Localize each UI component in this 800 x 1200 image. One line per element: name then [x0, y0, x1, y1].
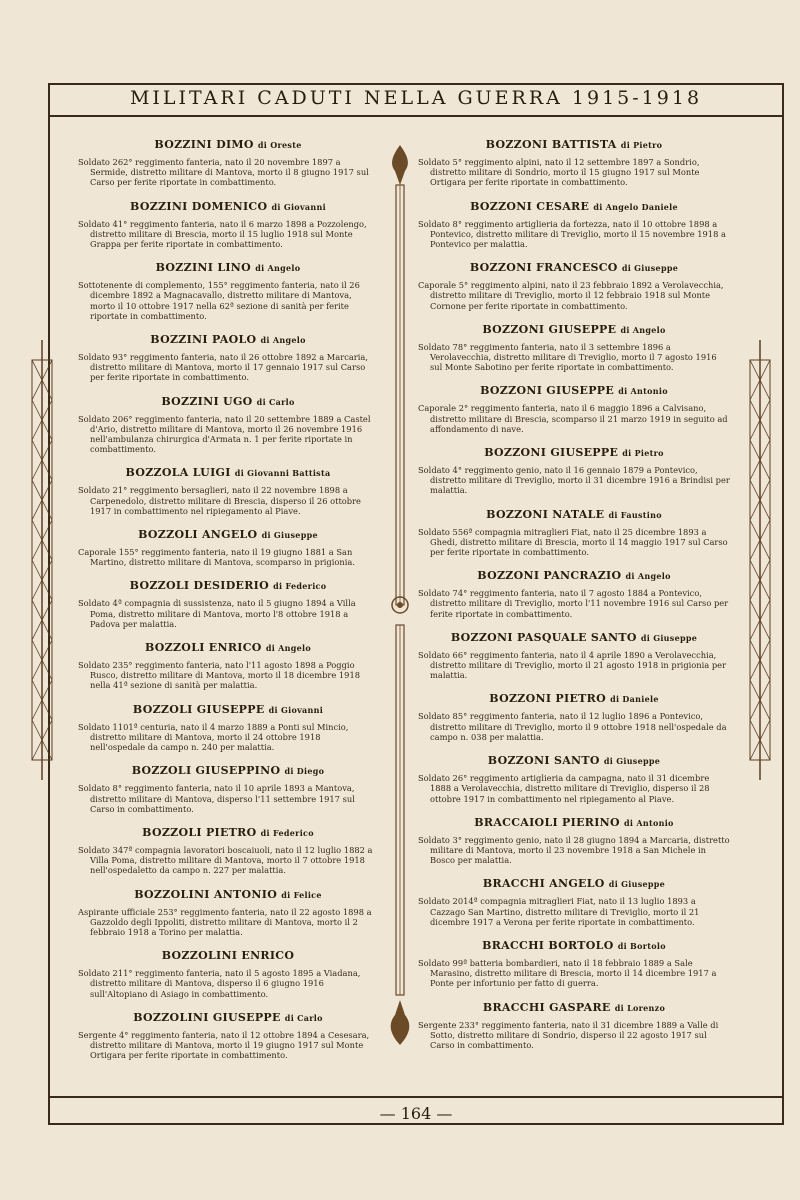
entry-name: BOZZONI PIETRO di Daniele: [489, 692, 659, 706]
entry-text: Soldato 5° reggimento alpini, nato il 12 settembre 1897 a Sondrio, distretto militare di Sondrio, morto il 15 giugno 1917 sul Monte Ortigara per ferite riportate in combattimento.: [418, 157, 700, 188]
entry-name: BOZZONI BATTISTA di Pietro: [485, 138, 663, 151]
entry-text: Sergente 233° reggimento fanteria, nato il 31 dicembre 1889 a Valle di Sotto, distretto militare di Sondrio, disperso il 22 agosto 1917 sul Carso in combattimento.: [418, 1019, 719, 1050]
list-item: [418, 261, 730, 311]
entry-text: Sottotenente di complemento, 155° reggimento fanteria, nato il 26 dicembre 1892 a Magnacavallo, distretto militare di Mantova, morto il 10 ottobre 1917 nella 62ª sezione di sanità per ferite riportate in combattimento.: [78, 280, 360, 321]
entry-name: BOZZOLA LUIGI di Giovanni Battista: [125, 466, 331, 480]
list-item: [78, 888, 378, 938]
entry-text: Soldato 3° reggimento genio, nato il 28 giugno 1894 a Marcaria, distretto militare di Mantova, morto il 23 novembre 1918 a San Michele in Bosco per malattia.: [418, 834, 730, 866]
list-item: [418, 323, 730, 373]
entry-text: Soldato 99ª batteria bombardieri, nato il 18 febbraio 1889 a Sale Marasino, distretto militare di Brescia, morto il 14 dicembre 1917 a Ponte per infortunio per fatto di guerra.: [418, 957, 717, 989]
entry-text: Soldato 41° reggimento fanteria, nato il 6 marzo 1898 a Pozzolengo, distretto militare di Brescia, morto il 15 luglio 1918 sul Monte Grappa per ferite riportate in combattimento.: [78, 218, 367, 250]
entry-text: Soldato 85° reggimento fanteria, nato il 12 luglio 1896 a Pontevico, distretto militare di Treviglio, morto il 9 ottobre 1918 nell'ospedale da campo n. 038 per malattia.: [418, 711, 727, 742]
right-column: [418, 138, 730, 1062]
list-item: [418, 631, 730, 681]
entry-name: BOZZOLINI GIUSEPPE di Carlo: [133, 1010, 323, 1024]
entry-text: Soldato 74° reggimento fanteria, nato il 7 agosto 1884 a Pontevico, distretto militare di Treviglio, morto l'11 novembre 1916 sul Carso per ferite riportate in combattimento.: [418, 588, 729, 619]
entry-text: Soldato 2014ª compagnia mitraglieri Fiat, nato il 13 luglio 1893 a Cazzago San Martino, distretto militare di Treviglio, morto il 21 dicembre 1917 a Verona per ferite riportate in combattimento.: [418, 896, 700, 927]
entry-text: Soldato 8° reggimento fanteria, nato il 10 aprile 1893 a Mantova, distretto militare di Mantova, disperso l'11 settembre 1917 sul Carso in combattimento.: [78, 783, 355, 814]
entry-name: BOZZONI PASQUALE SANTO di Giuseppe: [450, 630, 698, 644]
entry-name: BOZZOLINI ENRICO: [161, 949, 295, 963]
list-item: [418, 446, 730, 496]
entry-name: BOZZOLINI ANTONIO di Felice: [134, 887, 322, 901]
list-item: [418, 200, 730, 250]
entry-text: Soldato 4° reggimento genio, nato il 16 gennaio 1879 a Pontevico, distretto militare di Treviglio, morto il 31 dicembre 1916 a Brindisi per malattia.: [418, 465, 730, 496]
entry-name: BOZZINI PAOLO di Angelo: [150, 333, 306, 347]
entry-text: Soldato 262° reggimento fanteria, nato il 20 novembre 1897 a Sermide, distretto militare di Mantova, morto il 8 giugno 1917 sul Carso per ferite riportate in combattimento.: [78, 157, 369, 188]
entry-name: BRACCHI BORTOLO di Bortolo: [482, 938, 666, 952]
entry-text: Soldato 66° reggimento fanteria, nato il 4 aprile 1890 a Verolavecchia, distretto militare di Treviglio, morto il 21 agosto 1918 in prigionia per malattia.: [418, 649, 727, 681]
footer: [48, 1096, 784, 1125]
left-ornament-rail: [30, 340, 54, 780]
list-item: [78, 703, 378, 753]
entry-text: Soldato 21° reggimento bersaglieri, nato il 22 novembre 1898 a Carpenedolo, distretto militare di Brescia, disperso il 26 ottobre 1917 in combattimento nel ripiegamento al Piave.: [78, 485, 361, 516]
entry-name: BOZZINI LINO di Angelo: [155, 261, 301, 275]
left-column: [78, 138, 378, 1072]
list-item: [418, 754, 730, 804]
list-item: [78, 826, 378, 876]
entry-text: Caporale 5° reggimento alpini, nato il 23 febbraio 1892 a Verolavecchia, distretto militare di Treviglio, morto il 12 febbraio 1918 sul Monte Cornone per ferite riportate in combattimento.: [418, 280, 724, 311]
list-item: [78, 764, 378, 814]
list-item: [418, 692, 730, 742]
entry-text: Soldato 78° reggimento fanteria, nato il 3 settembre 1896 a Verolavecchia, distretto militare di Treviglio, morto il 7 agosto 1916 sul Monte Sabotino per ferite riportate in combattimento.: [418, 341, 717, 373]
entry-name: BOZZONI CESARE di Angelo Daniele: [470, 199, 678, 213]
entry-name: BRACCHI GASPARE di Lorenzo: [482, 1000, 666, 1014]
entry-name: BOZZINI DIMO di Oreste: [154, 138, 302, 151]
entry-name: BRACCHI ANGELO di Giuseppe: [482, 877, 666, 891]
entry-text: Soldato 8° reggimento artiglieria da fortezza, nato il 10 ottobre 1898 a Pontevico, distretto militare di Treviglio, morto il 15 novembre 1918 a Pontevico per malattia.: [418, 218, 726, 250]
list-item: [418, 816, 730, 866]
entry-name: BOZZOLI GIUSEPPINO di Diego: [131, 764, 325, 778]
entry-text: Aspirante ufficiale 253° reggimento fanteria, nato il 22 agosto 1898 a Gazzoldo degli Ippoliti, distretto militare di Mantova, morto il 2 febbraio 1918 a Torino per malattia.: [78, 906, 372, 937]
list-item: [418, 877, 730, 927]
entry-text: Soldato 235° reggimento fanteria, nato l'11 agosto 1898 a Poggio Rusco, distretto militare di Mantova, morto il 18 dicembre 1918 nella 41ª sezione di sanità per malattia.: [78, 660, 361, 691]
list-item: [78, 1011, 378, 1061]
list-item: [418, 508, 730, 558]
entry-name: BOZZONI GIUSEPPE di Pietro: [484, 446, 664, 460]
entry-name: BOZZOLI GIUSEPPE di Giovanni: [132, 702, 324, 716]
entry-name: BOZZONI NATALE di Faustino: [486, 507, 662, 521]
entry-name: BOZZOLI ANGELO di Giuseppe: [138, 528, 318, 542]
entry-name: BOZZONI GIUSEPPE di Angelo: [482, 322, 666, 336]
entry-text: Soldato 347ª compagnia lavoratori boscaiuoli, nato il 12 luglio 1882 a Villa Poma, distretto militare di Mantova, morto il 7 ottobre 1918 nell'ospedaletto da campo n. 227 per malattia.: [78, 844, 373, 876]
entry-name: BOZZONI PANCRAZIO di Angelo: [477, 569, 671, 583]
list-item: [78, 138, 378, 188]
entry-name: BOZZINI UGO di Carlo: [161, 394, 295, 408]
list-item: [418, 569, 730, 619]
right-ornament-rail: [748, 340, 772, 780]
entry-name: BOZZOLI PIETRO di Federico: [142, 825, 314, 839]
entry-name: BRACCAIOLI PIERINO di Antonio: [474, 815, 674, 829]
entry-text: Soldato 26° reggimento artiglieria da campagna, nato il 31 dicembre 1888 a Verolavecchia, distretto militare di Treviglio, disperso il 28 ottobre 1917 in combattimento nel ripiegamento al Piave.: [418, 773, 710, 804]
entry-text: Soldato 556ª compagnia mitraglieri Fiat, nato il 25 dicembre 1893 a Ghedi, distretto militare di Brescia, morto il 14 maggio 1917 sul Carso per ferite riportate in combattimento.: [418, 526, 728, 558]
list-item: [78, 261, 378, 321]
entry-text: Soldato 211° reggimento fanteria, nato il 5 agosto 1895 a Viadana, distretto militare di Mantova, disperso il 6 giugno 1916 sull'Altopiano di Asiago in combattimento.: [78, 968, 361, 999]
list-item: [418, 1001, 730, 1051]
entry-text: Caporale 155° reggimento fanteria, nato il 19 giugno 1881 a San Martino, distretto militare di Mantova, scomparso in prigionia.: [78, 547, 355, 568]
list-item: [418, 138, 730, 188]
list-item: [78, 466, 378, 516]
entry-name: BOZZONI FRANCESCO di Giuseppe: [469, 261, 679, 275]
entry-text: Soldato 206° reggimento fanteria, nato il 20 settembre 1889 a Castel d'Ario, distretto militare di Mantova, morto il 26 novembre 1916 nell'ambulanza chirurgica d'Armata n. 1 per ferite riportate in combattimento.: [78, 413, 371, 455]
page-number: — 164 —: [379, 1104, 453, 1123]
list-item: [418, 939, 730, 989]
entry-text: Caporale 2° reggimento fanteria, nato il 6 maggio 1896 a Calvisano, distretto militare di Brescia, scomparso il 21 marzo 1919 in seguito ad affondamento di nave.: [418, 403, 728, 434]
entry-name: BOZZONI SANTO di Giuseppe: [487, 754, 661, 768]
list-item: [78, 579, 378, 629]
center-column-ornament: [385, 145, 415, 1045]
page-title: MILITARI CADUTI NELLA GUERRA 1915-1918: [129, 87, 703, 109]
entry-name: BOZZINI DOMENICO di Giovanni: [130, 199, 326, 213]
list-item: [418, 384, 730, 434]
list-item: [78, 641, 378, 691]
entry-text: Sergente 4° reggimento fanteria, nato il 12 ottobre 1894 a Cesesara, distretto militare di Mantova, morto il 19 giugno 1917 sul Monte Ortigara per ferite riportate in combattimento.: [78, 1029, 370, 1061]
header: [48, 83, 784, 117]
list-item: [78, 333, 378, 383]
list-item: [78, 395, 378, 455]
entry-text: Soldato 1101ª centuria, nato il 4 marzo 1889 a Ponti sul Mincio, distretto militare di Mantova, morto il 24 ottobre 1918 nell'ospedale da campo n. 240 per malattia.: [78, 721, 349, 753]
list-item: [78, 528, 378, 567]
entry-text: Soldato 93° reggimento fanteria, nato il 26 ottobre 1892 a Marcaria, distretto militare di Mantova, morto il 17 gennaio 1917 sul Carso per ferite riportate in combattimento.: [78, 352, 369, 383]
entry-name: BOZZONI GIUSEPPE di Antonio: [480, 384, 668, 398]
list-item: [78, 949, 378, 999]
list-item: [78, 200, 378, 250]
entry-name: BOZZOLI DESIDERIO di Federico: [129, 579, 327, 593]
entry-name: BOZZOLI ENRICO di Angelo: [144, 641, 312, 655]
entry-text: Soldato 4ª compagnia di sussistenza, nato il 5 giugno 1894 a Villa Poma, distretto militare di Mantova, morto l'8 ottobre 1918 a Padova per malattia.: [78, 598, 356, 629]
